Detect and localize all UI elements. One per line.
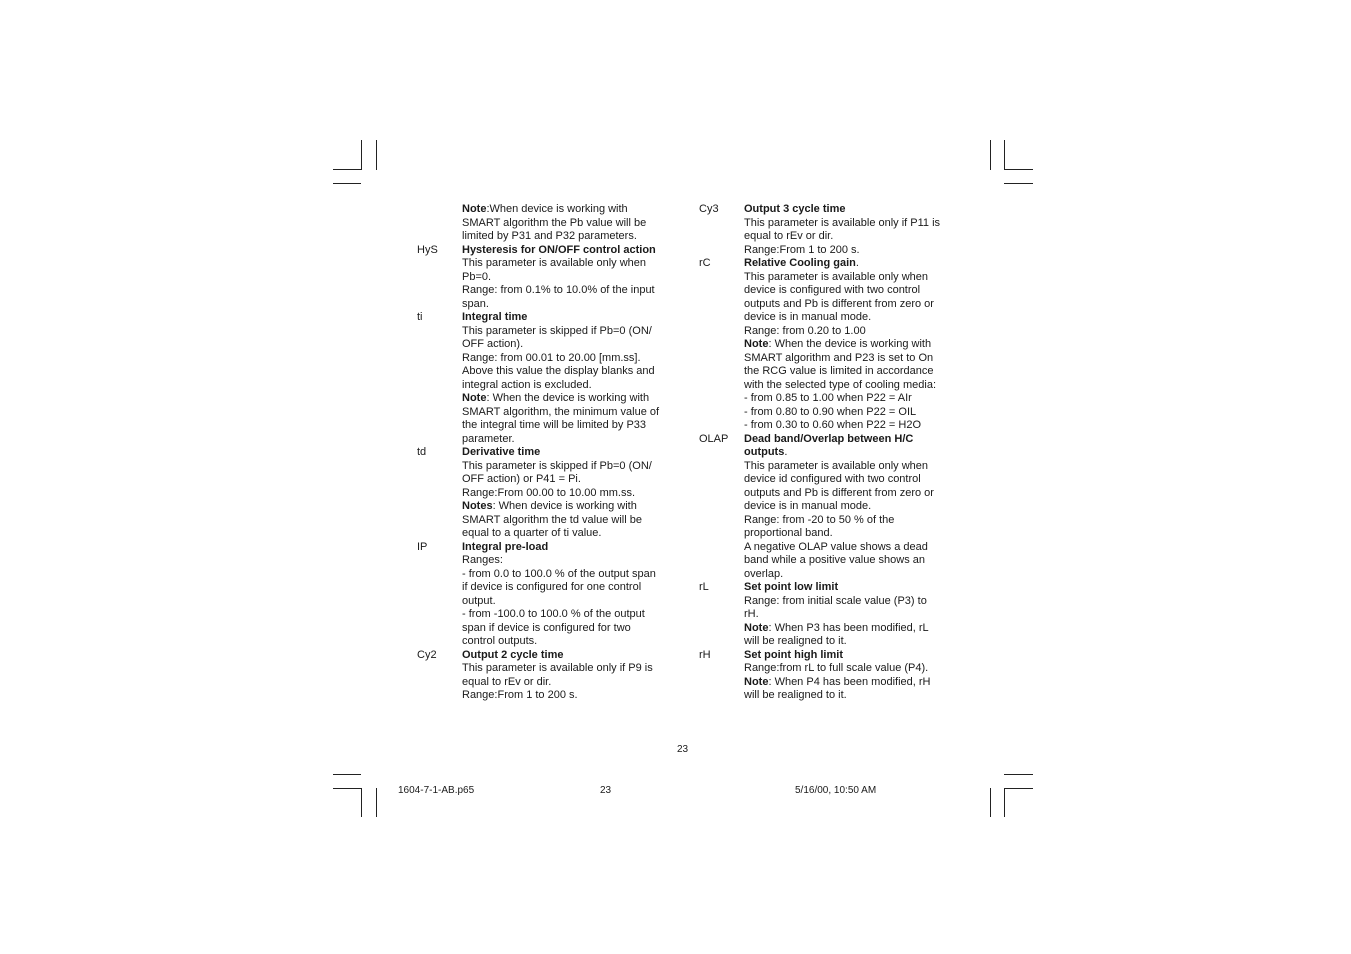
line-text: rH. — [744, 608, 759, 620]
description-line — [462, 271, 677, 285]
title-suffix: . — [855, 257, 859, 269]
description-line — [462, 257, 677, 271]
description-line — [462, 676, 677, 690]
description-line — [462, 365, 677, 379]
line-text: will be realigned to it. — [744, 635, 847, 647]
line-text: proportional band. — [744, 527, 833, 539]
description-line — [744, 622, 959, 636]
bold-label: Note — [744, 621, 769, 634]
parameter-body — [462, 446, 677, 541]
description-line — [462, 500, 677, 514]
description-line — [744, 500, 959, 514]
line-text: : When P3 has been modified, rL — [768, 621, 929, 634]
crop-mark — [1004, 788, 1033, 789]
parameter-title: Integral pre-load — [462, 540, 549, 553]
line-text: Range:From 1 to 200 s. — [744, 243, 860, 256]
parameter-entry — [417, 649, 677, 703]
crop-mark — [333, 788, 361, 789]
description-line — [462, 514, 677, 528]
line-text: outputs and Pb is different from zero or — [744, 486, 934, 499]
description-line — [744, 473, 959, 487]
description-line — [744, 392, 959, 406]
description-line — [744, 608, 959, 622]
line-text: Range: from initial scale value (P3) to — [744, 594, 927, 607]
crop-mark — [1004, 169, 1033, 170]
description-line — [462, 460, 677, 474]
crop-mark — [333, 774, 361, 775]
line-text: integral action is excluded. — [462, 378, 592, 391]
description-line — [462, 203, 677, 217]
line-text: SMART algorithm the td value will be — [462, 513, 642, 526]
line-text: band while a positive value shows an — [744, 554, 926, 566]
parameter-entry — [417, 311, 677, 446]
line-text: Pb=0. — [462, 270, 492, 283]
line-text: This parameter is available only when — [744, 270, 929, 283]
page-number: 23 — [677, 744, 689, 755]
parameter-body — [744, 649, 959, 703]
parameter-title: Dead band/Overlap between H/C — [744, 432, 914, 445]
description-line — [744, 217, 959, 231]
line-text: limited by P31 and P32 parameters. — [462, 230, 637, 242]
bold-label: Notes — [462, 500, 493, 512]
description-line — [462, 473, 677, 487]
description-line — [462, 595, 677, 609]
parameter-body — [744, 581, 959, 649]
parameter-title-line — [462, 311, 677, 325]
bold-label: Note — [744, 338, 769, 350]
parameter-entry — [699, 581, 959, 649]
description-line — [744, 365, 959, 379]
bold-label: Note — [462, 392, 487, 404]
line-text: This parameter is skipped if Pb=0 (ON/ — [462, 459, 652, 472]
description-line — [744, 514, 959, 528]
line-text: the integral time will be limited by P33 — [462, 419, 647, 431]
crop-mark — [361, 140, 362, 170]
crop-mark — [361, 788, 362, 817]
line-text: Above this value the display blanks and — [462, 365, 655, 377]
line-text: span. — [462, 297, 489, 310]
description-line — [744, 419, 959, 433]
description-line — [462, 217, 677, 231]
description-line — [744, 284, 959, 298]
line-text: SMART algorithm and P23 is set to On — [744, 351, 934, 364]
description-line — [744, 595, 959, 609]
bold-label: outputs — [744, 446, 785, 458]
description-line — [744, 311, 959, 325]
description-line — [462, 487, 677, 501]
parameter-title: Relative Cooling gain — [744, 257, 856, 269]
description-line — [744, 352, 959, 366]
line-text: - from -100.0 to 100.0 % of the output — [462, 608, 645, 620]
line-text: output. — [462, 594, 496, 607]
line-text: Range: from 00.01 to 20.00 [mm.ss]. — [462, 351, 641, 364]
parameter-body — [744, 433, 959, 582]
line-text: : When the device is working with — [768, 338, 932, 350]
line-text: Ranges: — [462, 554, 503, 566]
parameter-code: OLAP — [699, 432, 729, 445]
parameter-code: td — [417, 446, 427, 458]
parameter-body — [462, 649, 677, 703]
line-text: equal to rEv or dir. — [744, 230, 834, 242]
parameter-title: Output 3 cycle time — [744, 203, 846, 215]
parameter-code: Cy2 — [417, 648, 437, 661]
parameter-entry — [417, 541, 677, 649]
line-text: device is in manual mode. — [744, 311, 872, 323]
line-text: OFF action). — [462, 338, 524, 350]
line-text: : When P4 has been modified, rH — [768, 675, 931, 688]
description-line — [744, 446, 959, 460]
line-text: device is configured with two control — [744, 284, 921, 296]
description-line — [744, 689, 959, 703]
crop-mark — [376, 140, 377, 170]
line-text: SMART algorithm the Pb value will be — [462, 216, 647, 229]
footer-page: 23 — [600, 785, 612, 796]
description-line — [462, 568, 677, 582]
parameter-title-line — [744, 581, 959, 595]
line-text: Range: from 0.20 to 1.00 — [744, 324, 866, 337]
line-text: control outputs. — [462, 635, 538, 647]
line-text: equal to a quarter of ti value. — [462, 527, 602, 539]
description-line — [744, 298, 959, 312]
parameter-title: Set point high limit — [744, 648, 843, 661]
line-text: device is in manual mode. — [744, 500, 872, 512]
line-text: device id configured with two control — [744, 473, 921, 485]
description-line — [744, 379, 959, 393]
line-text: A negative OLAP value shows a dead — [744, 540, 928, 553]
parameter-title-line — [744, 649, 959, 663]
line-text: Range: from -20 to 50 % of the — [744, 513, 895, 526]
line-text: with the selected type of cooling media: — [744, 378, 937, 391]
description-line — [462, 433, 677, 447]
description-line — [462, 689, 677, 703]
line-text: equal to rEv or dir. — [462, 675, 552, 688]
crop-mark — [990, 788, 991, 817]
description-line — [462, 581, 677, 595]
parameter-title: Integral time — [462, 311, 528, 323]
parameter-entry — [417, 203, 677, 244]
line-text: This parameter is skipped if Pb=0 (ON/ — [462, 324, 652, 337]
parameter-title-line — [744, 203, 959, 217]
description-line — [744, 541, 959, 555]
line-text: Range:From 1 to 200 s. — [462, 689, 578, 701]
description-line — [462, 622, 677, 636]
bold-label: Note — [462, 203, 487, 215]
line-text: - from 0.80 to 0.90 when P22 = OIL — [744, 405, 917, 418]
parameter-title-line — [462, 244, 677, 258]
parameter-body — [462, 203, 677, 244]
parameter-title-line — [462, 446, 677, 460]
description-line — [744, 487, 959, 501]
description-line — [744, 244, 959, 258]
line-text: parameter. — [462, 432, 515, 445]
line-text: This parameter is available only when — [744, 459, 929, 472]
description-line — [462, 325, 677, 339]
parameter-entry — [699, 433, 959, 582]
line-text: span if device is configured for two — [462, 621, 631, 634]
parameter-title-line — [744, 433, 959, 447]
parameter-code — [417, 203, 462, 244]
line-text: - from 0.85 to 1.00 when P22 = AIr — [744, 392, 912, 404]
line-text: SMART algorithm, the minimum value of — [462, 405, 660, 418]
crop-mark — [376, 788, 377, 817]
description-line — [744, 460, 959, 474]
description-line — [462, 352, 677, 366]
description-line — [744, 662, 959, 676]
crop-mark — [333, 183, 361, 184]
parameter-code: rH — [699, 648, 711, 661]
line-text: . — [784, 446, 788, 458]
description-line — [744, 230, 959, 244]
parameter-title-line — [462, 649, 677, 663]
line-text: will be realigned to it. — [744, 689, 847, 701]
description-line — [462, 298, 677, 312]
bold-label: Note — [744, 675, 769, 688]
line-text: Range:From 00.00 to 10.00 mm.ss. — [462, 486, 636, 499]
parameter-title: Derivative time — [462, 446, 541, 458]
parameter-code: IP — [417, 540, 428, 553]
parameter-title: Set point low limit — [744, 581, 839, 593]
line-text: OFF action) or P41 = Pi. — [462, 473, 581, 485]
line-text: This parameter is available only if P11 is — [744, 216, 941, 229]
parameter-code: ti — [417, 311, 423, 323]
description-line — [462, 230, 677, 244]
description-line — [744, 325, 959, 339]
description-line — [744, 271, 959, 285]
line-text: Range: from 0.1% to 10.0% of the input — [462, 284, 655, 296]
parameter-body — [462, 541, 677, 649]
crop-mark — [333, 169, 361, 170]
description-line — [462, 608, 677, 622]
line-text: : When the device is working with — [486, 392, 650, 404]
parameter-entry — [417, 446, 677, 541]
parameter-code: rL — [699, 581, 709, 593]
crop-mark — [1004, 183, 1033, 184]
line-text: : When device is working with — [492, 500, 637, 512]
parameter-entry — [699, 203, 959, 257]
left-column — [417, 203, 677, 703]
line-text: This parameter is available only when — [462, 257, 647, 269]
line-text: This parameter is available only if P9 is — [462, 662, 653, 674]
crop-mark — [1004, 774, 1033, 775]
description-line — [462, 662, 677, 676]
line-text: overlap. — [744, 567, 784, 580]
description-line — [462, 338, 677, 352]
parameter-code: rC — [699, 257, 711, 269]
parameter-body — [744, 203, 959, 257]
description-line — [744, 676, 959, 690]
description-line — [462, 635, 677, 649]
description-line — [462, 392, 677, 406]
description-line — [744, 338, 959, 352]
description-line — [744, 406, 959, 420]
parameter-title-line — [462, 541, 677, 555]
parameter-title: Output 2 cycle time — [462, 648, 564, 661]
line-text: :When device is working with — [486, 203, 628, 215]
parameter-body — [744, 257, 959, 433]
parameter-entry — [417, 244, 677, 312]
line-text: - from 0.30 to 0.60 when P22 = H2O — [744, 419, 922, 431]
description-line — [462, 527, 677, 541]
parameter-title: Hysteresis for ON/OFF control action — [462, 243, 656, 256]
footer-timestamp: 5/16/00, 10:50 AM — [795, 785, 877, 796]
description-line — [462, 284, 677, 298]
line-text: outputs and Pb is different from zero or — [744, 297, 934, 310]
line-text: if device is configured for one control — [462, 581, 642, 593]
description-line — [462, 406, 677, 420]
description-line — [744, 554, 959, 568]
description-line — [462, 419, 677, 433]
description-line — [462, 554, 677, 568]
parameter-body — [462, 311, 677, 446]
parameter-title-line — [744, 257, 959, 271]
footer-filename: 1604-7-1-AB.p65 — [398, 785, 475, 796]
line-text: the RCG value is limited in accordance — [744, 365, 934, 377]
line-text: - from 0.0 to 100.0 % of the output span — [462, 567, 656, 580]
parameter-body — [462, 244, 677, 312]
crop-mark — [1004, 788, 1005, 817]
right-column — [699, 203, 959, 703]
parameter-entry — [699, 257, 959, 433]
line-text: Range:from rL to full scale value (P4). — [744, 662, 929, 674]
crop-mark — [1004, 140, 1005, 170]
description-line — [744, 527, 959, 541]
description-line — [744, 568, 959, 582]
parameter-entry — [699, 649, 959, 703]
description-line — [744, 635, 959, 649]
crop-mark — [990, 140, 991, 170]
parameter-code: HyS — [417, 243, 438, 256]
description-line — [462, 379, 677, 393]
parameter-code: Cy3 — [699, 203, 719, 215]
